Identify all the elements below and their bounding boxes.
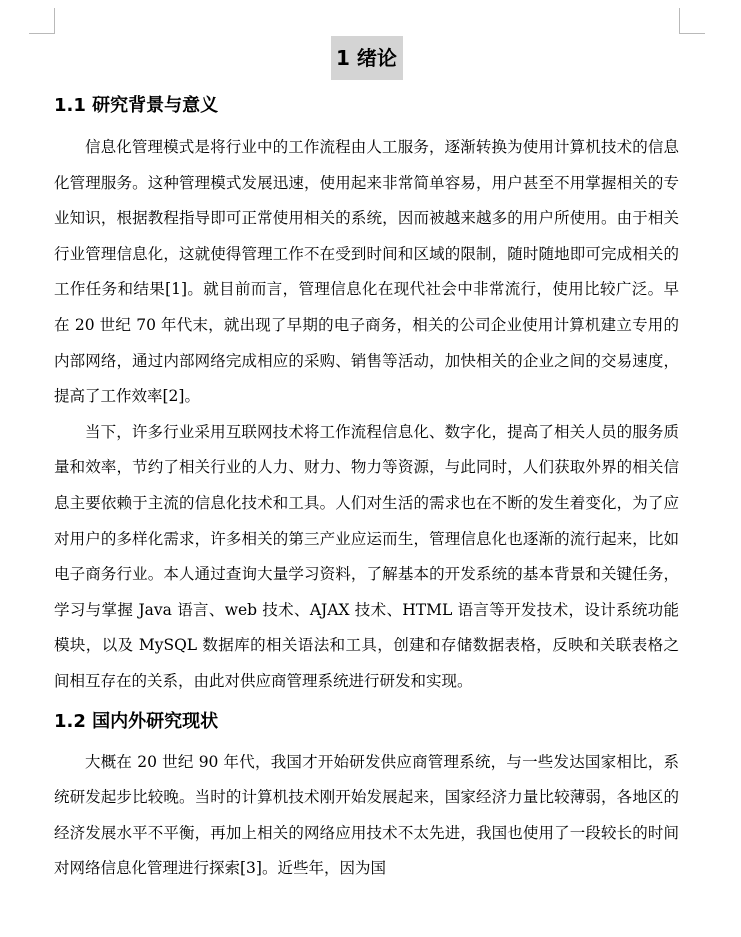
document-page: [54, 36, 679, 887]
crop-mark-top-right: [679, 8, 705, 34]
chapter-title[interactable]: 1 绪论: [331, 36, 403, 80]
paragraph[interactable]: 当下，许多行业采用互联网技术将工作流程信息化、数字化，提高了相关人员的服务质量和效率，节约了相关行业的人力、财力、物力等资源，与此同时，人们获取外界的相关信息主要依赖于主流的信息化技术和工具。人们对生活的需求也在不断的发生着变化，为了应对用户的多样化需求，许多相关的第三产业应运而生，管理信息化也逐渐的流行起来，比如电子商务行业。本人通过查询大量学习资料，了解基本的开发系统的基本背景和关键任务，学习与掌握 Java 语言、web 技术、AJAX 技术、HTML 语言等开发技术，设计系统功能模块，以及 MySQL 数据库的相关语法和工具，创建和存储数据表格，反映和关联表格之间相互存在的关系，由此对供应商管理系统进行研发和实现。: [54, 422, 679, 690]
paragraph[interactable]: 大概在 20 世纪 90 年代，我国才开始研发供应商管理系统，与一些发达国家相比，系统研发起步比较晚。当时的计算机技术刚开始发展起来，国家经济力量比较薄弱，各地区的经济发展水平不平衡，再加上相关的网络应用技术不太先进，我国也使用了一段较长的时间对网络信息化管理进行探索[3]。近些年，因为国: [54, 752, 679, 878]
section-heading-background[interactable]: 1.1 研究背景与意义: [54, 95, 219, 116]
paragraph[interactable]: 信息化管理模式是将行业中的工作流程由人工服务，逐渐转换为使用计算机技术的信息化管理服务。这种管理模式发展迅速，使用起来非常简单容易，用户甚至不用掌握相关的专业知识，根据教程指导即可正常使用相关的系统，因而被越来越多的用户所使用。由于相关行业管理信息化，这就使得管理工作不在受到时间和区域的限制，随时随地即可完成相关的工作任务和结果[1]。就目前而言，管理信息化在现代社会中非常流行，使用比较广泛。早在 20 世纪 70 年代末，就出现了早期的电子商务，相关的公司企业使用计算机建立专用的内部网络，通过内部网络完成相应的采购、销售等活动，加快相关的企业之间的交易速度，提高了工作效率[2]。: [54, 138, 679, 406]
section-heading-research-status[interactable]: 1.2 国内外研究现状: [54, 710, 219, 732]
crop-mark-top-left: [29, 8, 55, 34]
